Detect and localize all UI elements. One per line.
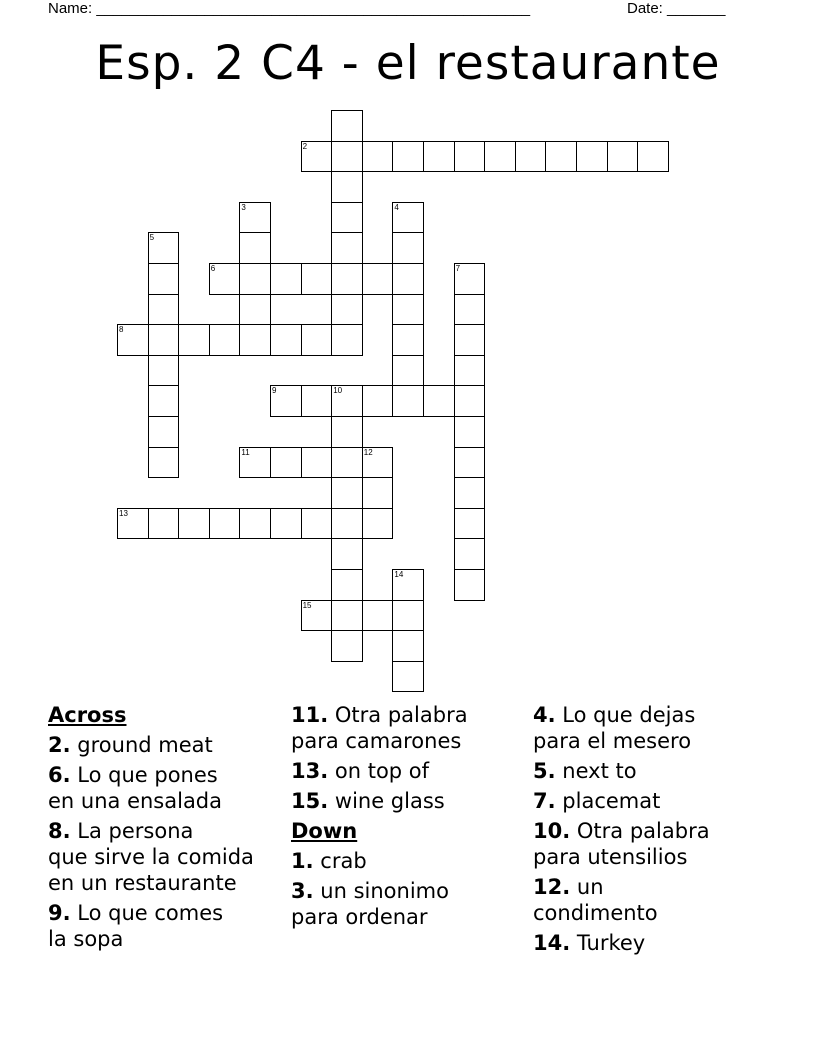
clue-item xyxy=(291,848,531,874)
clue-item xyxy=(48,818,288,896)
grid-cell[interactable] xyxy=(331,630,363,662)
clue-number: 3 xyxy=(241,202,246,212)
clue-item xyxy=(48,762,288,814)
clue-item-number: 15. xyxy=(291,789,329,813)
clue-item-number: 9. xyxy=(48,901,71,925)
grid-cell[interactable] xyxy=(301,263,333,295)
grid-cell[interactable] xyxy=(454,538,486,570)
grid-cell[interactable] xyxy=(331,324,363,356)
grid-cell[interactable] xyxy=(392,202,424,234)
grid-cell[interactable] xyxy=(239,508,271,540)
clue-item xyxy=(48,900,288,952)
grid-cell[interactable] xyxy=(545,141,577,173)
clue-item-text: Turkey xyxy=(576,931,646,955)
clue-item-text: on top of xyxy=(334,759,430,783)
clue-item xyxy=(291,788,531,814)
page-title: Esp. 2 C4 - el restaurante xyxy=(95,36,721,91)
grid-cell[interactable] xyxy=(454,385,486,417)
grid-cell[interactable] xyxy=(148,416,180,448)
clue-item-number: 2. xyxy=(48,733,71,757)
grid-cell[interactable] xyxy=(423,385,455,417)
grid-cell[interactable] xyxy=(148,324,180,356)
clue-item xyxy=(291,758,531,784)
grid-cell[interactable] xyxy=(392,569,424,601)
grid-cell[interactable] xyxy=(362,600,394,632)
clue-item-number: 11. xyxy=(291,703,329,727)
grid-cell[interactable] xyxy=(362,508,394,540)
grid-cell[interactable] xyxy=(270,385,302,417)
grid-cell[interactable] xyxy=(362,477,394,509)
grid-cell[interactable] xyxy=(454,263,486,295)
grid-cell[interactable] xyxy=(331,110,363,142)
clue-item-number: 5. xyxy=(533,759,556,783)
grid-cell[interactable] xyxy=(515,141,547,173)
grid-cell[interactable] xyxy=(209,324,241,356)
clue-item-text: wine glass xyxy=(334,789,445,813)
clue-number: 10 xyxy=(333,386,343,396)
grid-cell[interactable] xyxy=(301,447,333,479)
grid-cell[interactable] xyxy=(148,447,180,479)
clue-item xyxy=(533,930,773,956)
date-field-label: Date: _______ xyxy=(627,0,726,17)
grid-cell[interactable] xyxy=(270,263,302,295)
grid-cell[interactable] xyxy=(301,141,333,173)
grid-cell[interactable] xyxy=(331,141,363,173)
grid-cell[interactable] xyxy=(392,232,424,264)
grid-cell[interactable] xyxy=(392,355,424,387)
clue-item-number: 10. xyxy=(533,819,571,843)
clue-column-3 xyxy=(533,702,773,960)
grid-cell[interactable] xyxy=(331,385,363,417)
grid-cell[interactable] xyxy=(484,141,516,173)
grid-cell[interactable] xyxy=(239,232,271,264)
grid-cell[interactable] xyxy=(362,141,394,173)
grid-cell[interactable] xyxy=(392,263,424,295)
grid-cell[interactable] xyxy=(392,324,424,356)
clue-item xyxy=(533,788,773,814)
clue-item-text: un condimento xyxy=(533,875,658,925)
grid-cell[interactable] xyxy=(331,232,363,264)
grid-cell[interactable] xyxy=(331,569,363,601)
grid-cell[interactable] xyxy=(331,447,363,479)
clue-number: 4 xyxy=(394,202,399,212)
clue-item-text: Otra palabra para utensilios xyxy=(533,819,710,869)
clue-item-text: un sinonimo para ordenar xyxy=(291,879,449,929)
clue-item-text: Lo que dejas para el mesero xyxy=(533,703,696,753)
grid-cell[interactable] xyxy=(392,661,424,693)
grid-cell[interactable] xyxy=(301,324,333,356)
clue-item-text: next to xyxy=(562,759,637,783)
clue-number: 2 xyxy=(302,141,308,151)
clue-number: 8 xyxy=(119,325,124,335)
grid-cell[interactable] xyxy=(178,324,210,356)
grid-cell[interactable] xyxy=(301,385,333,417)
clue-number: 6 xyxy=(210,264,216,273)
grid-cell[interactable] xyxy=(148,355,180,387)
grid-cell[interactable] xyxy=(331,263,363,295)
grid-cell[interactable] xyxy=(270,447,302,479)
clue-item-number: 8. xyxy=(48,819,71,843)
grid-cell[interactable] xyxy=(239,324,271,356)
clue-item-number: 3. xyxy=(291,879,314,903)
section-heading-across: Across xyxy=(48,703,127,727)
clue-item-number: 7. xyxy=(533,789,556,813)
clue-item-text: crab xyxy=(320,849,367,873)
grid-cell[interactable] xyxy=(209,508,241,540)
clue-item-number: 13. xyxy=(291,759,329,783)
clue-item xyxy=(291,878,531,930)
grid-cell[interactable] xyxy=(637,141,669,173)
clue-item xyxy=(48,732,288,758)
grid-cell[interactable] xyxy=(270,324,302,356)
grid-cell[interactable] xyxy=(117,324,149,356)
clue-item-text: ground meat xyxy=(77,733,213,757)
clue-item-text: placemat xyxy=(562,789,661,813)
name-field-label: Name: ____________________________________________________ xyxy=(48,0,531,17)
grid-cell[interactable] xyxy=(454,324,486,356)
clue-number: 11 xyxy=(241,447,250,457)
clue-number: 13 xyxy=(119,508,128,518)
grid-cell[interactable] xyxy=(331,202,363,234)
clue-number: 14 xyxy=(394,570,404,579)
clue-item-text: Lo que comes la sopa xyxy=(48,901,224,951)
grid-cell[interactable] xyxy=(454,355,486,387)
grid-cell[interactable] xyxy=(607,141,639,173)
grid-cell[interactable] xyxy=(454,141,486,173)
grid-cell[interactable] xyxy=(454,508,486,540)
clue-number: 12 xyxy=(363,447,373,457)
grid-cell[interactable] xyxy=(117,508,149,540)
grid-cell[interactable] xyxy=(331,538,363,570)
clue-item xyxy=(533,758,773,784)
grid-cell[interactable] xyxy=(239,263,271,295)
clue-number: 9 xyxy=(272,386,277,396)
clue-item xyxy=(533,702,773,754)
grid-cell[interactable] xyxy=(331,171,363,203)
grid-cell[interactable] xyxy=(148,385,180,417)
grid-cell[interactable] xyxy=(331,294,363,326)
grid-cell[interactable] xyxy=(209,263,241,295)
grid-cell[interactable] xyxy=(148,232,180,264)
grid-cell[interactable] xyxy=(331,477,363,509)
clue-item-number: 12. xyxy=(533,875,571,899)
clue-number: 5 xyxy=(149,233,155,243)
grid-cell[interactable] xyxy=(270,508,302,540)
clue-item xyxy=(533,818,773,870)
clue-item-number: 14. xyxy=(533,931,571,955)
clue-item xyxy=(291,702,531,754)
clue-item-text: La persona que sirve la comida en un restaurante xyxy=(48,819,254,895)
clue-item-number: 6. xyxy=(48,763,71,787)
grid-cell[interactable] xyxy=(301,600,333,632)
clue-item-text: Lo que pones en una ensalada xyxy=(48,763,223,813)
grid-cell[interactable] xyxy=(362,263,394,295)
clue-column-2 xyxy=(291,702,531,934)
grid-cell[interactable] xyxy=(392,141,424,173)
grid-cell[interactable] xyxy=(392,294,424,326)
clue-number: 7 xyxy=(455,264,461,273)
grid-cell[interactable] xyxy=(454,477,486,509)
grid-cell[interactable] xyxy=(423,141,455,173)
clue-item xyxy=(533,874,773,926)
grid-cell[interactable] xyxy=(392,630,424,662)
grid-cell[interactable] xyxy=(454,569,486,601)
section-heading-down: Down xyxy=(291,819,358,843)
grid-cell[interactable] xyxy=(362,385,394,417)
grid-cell[interactable] xyxy=(148,508,180,540)
grid-cell[interactable] xyxy=(362,447,394,479)
grid-cell[interactable] xyxy=(331,416,363,448)
grid-cell[interactable] xyxy=(148,294,180,326)
grid-cell[interactable] xyxy=(148,263,180,295)
clue-number: 15 xyxy=(302,600,312,610)
grid-cell[interactable] xyxy=(331,508,363,540)
clue-item-text: Otra palabra para camarones xyxy=(291,703,468,753)
grid-cell[interactable] xyxy=(301,508,333,540)
grid-cell[interactable] xyxy=(392,385,424,417)
grid-cell[interactable] xyxy=(576,141,608,173)
grid-cell[interactable] xyxy=(331,600,363,632)
clue-item-number: 1. xyxy=(291,849,314,873)
grid-cell[interactable] xyxy=(392,600,424,632)
clue-column-1 xyxy=(48,702,288,956)
grid-cell[interactable] xyxy=(239,202,271,234)
grid-cell[interactable] xyxy=(454,416,486,448)
clue-item-number: 4. xyxy=(533,703,556,727)
grid-cell[interactable] xyxy=(454,294,486,326)
grid-cell[interactable] xyxy=(454,447,486,479)
grid-cell[interactable] xyxy=(178,508,210,540)
grid-cell[interactable] xyxy=(239,447,271,479)
grid-cell[interactable] xyxy=(239,294,271,326)
